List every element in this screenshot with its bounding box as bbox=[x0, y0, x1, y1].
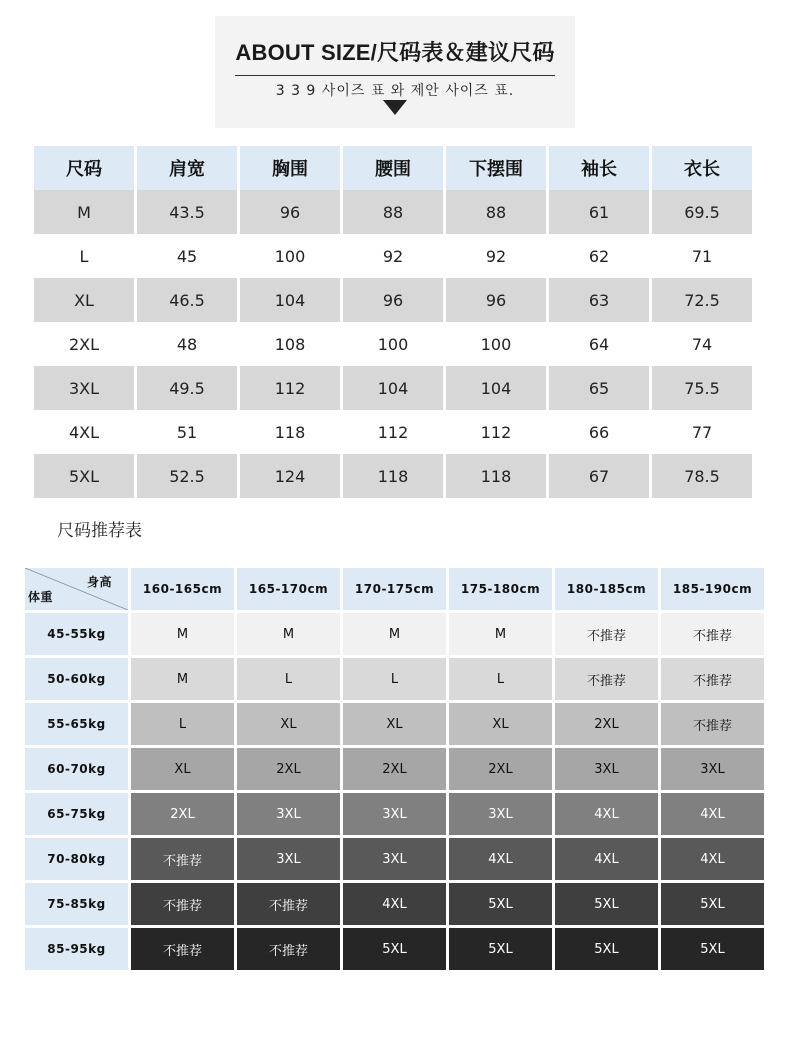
table-row bbox=[25, 703, 764, 745]
size-chart-table bbox=[31, 146, 755, 498]
recommend-cell: 2XL bbox=[449, 748, 552, 790]
size-table-cell: 74 bbox=[691, 334, 713, 354]
recommend-cell: 3XL bbox=[343, 838, 446, 880]
weight-row-header: 55-65kg bbox=[25, 703, 128, 745]
size-table-cell: 3XL bbox=[34, 366, 134, 410]
size-table-cell: 46.5 bbox=[137, 278, 237, 322]
weight-row-header: 85-95kg bbox=[25, 928, 128, 970]
recommend-cell: 不推荐 bbox=[661, 703, 764, 745]
size-table-cell: 67 bbox=[549, 454, 649, 498]
table-row bbox=[34, 410, 752, 454]
size-table-cell: 92 bbox=[382, 246, 404, 266]
size-table-cell: 45 bbox=[176, 246, 198, 266]
recommend-cell: 5XL bbox=[661, 928, 764, 970]
recommend-cell: 4XL bbox=[555, 793, 658, 835]
size-table-cell: 96 bbox=[240, 190, 340, 234]
size-table-cell: 112 bbox=[480, 422, 512, 442]
recommend-cell: 2XL bbox=[237, 748, 340, 790]
down-triangle-icon bbox=[383, 100, 407, 115]
size-table-cell: 124 bbox=[240, 454, 340, 498]
size-table-header-cell: 胸围 bbox=[240, 146, 340, 190]
recommend-cell: 不推荐 bbox=[237, 883, 340, 925]
size-table-cell: 62 bbox=[588, 246, 610, 266]
recommend-title: 尺码推荐表 bbox=[57, 521, 142, 541]
recommend-cell: M bbox=[131, 658, 234, 700]
weight-row-header: 50-60kg bbox=[25, 658, 128, 700]
table-row bbox=[34, 366, 752, 410]
recommend-cell: 5XL bbox=[555, 883, 658, 925]
size-table-cell: 88 bbox=[446, 190, 546, 234]
height-column-header: 160-165cm bbox=[131, 568, 234, 610]
recommend-cell: M bbox=[237, 613, 340, 655]
size-table-header-cell: 腰围 bbox=[343, 146, 443, 190]
table-row bbox=[34, 454, 752, 498]
recommend-cell: 5XL bbox=[343, 928, 446, 970]
size-table-cell: 104 bbox=[343, 366, 443, 410]
recommend-cell: 3XL bbox=[343, 793, 446, 835]
size-table-header-cell: 尺码 bbox=[34, 146, 134, 190]
size-table-cell: 96 bbox=[343, 278, 443, 322]
recommend-cell: M bbox=[343, 613, 446, 655]
recommend-cell: 不推荐 bbox=[131, 883, 234, 925]
size-table-cell: 100 bbox=[377, 334, 409, 354]
corner-weight-label: 体重 bbox=[28, 590, 54, 604]
recommend-cell: L bbox=[449, 658, 552, 700]
recommend-cell: 4XL bbox=[661, 793, 764, 835]
page-subtitle: 3 3 9 사이즈 표 와 제안 사이즈 표. bbox=[275, 83, 515, 99]
size-table-cell: 100 bbox=[274, 246, 306, 266]
recommend-cell: M bbox=[449, 613, 552, 655]
recommend-cell: 4XL bbox=[449, 838, 552, 880]
size-table-cell: 48 bbox=[176, 334, 198, 354]
recommend-header-row bbox=[25, 568, 764, 610]
recommend-cell: 不推荐 bbox=[237, 928, 340, 970]
table-row bbox=[25, 793, 764, 835]
size-table-cell: 118 bbox=[446, 454, 546, 498]
recommend-cell: 不推荐 bbox=[661, 613, 764, 655]
size-table-cell: 78.5 bbox=[652, 454, 752, 498]
recommend-cell: L bbox=[237, 658, 340, 700]
size-table-cell: 77 bbox=[691, 422, 713, 442]
recommend-cell: 2XL bbox=[131, 793, 234, 835]
recommend-cell: XL bbox=[131, 748, 234, 790]
table-row bbox=[34, 234, 752, 278]
recommend-cell: L bbox=[131, 703, 234, 745]
recommend-cell: 4XL bbox=[343, 883, 446, 925]
size-table-header-cell: 肩宽 bbox=[137, 146, 237, 190]
size-table-cell: 71 bbox=[691, 246, 713, 266]
recommend-cell: 不推荐 bbox=[131, 928, 234, 970]
recommend-cell: L bbox=[343, 658, 446, 700]
recommend-cell: XL bbox=[343, 703, 446, 745]
size-table-cell: 51 bbox=[176, 422, 198, 442]
size-table-header-cell: 下摆围 bbox=[446, 146, 546, 190]
size-table-cell: 104 bbox=[446, 366, 546, 410]
table-row bbox=[34, 190, 752, 234]
table-row bbox=[25, 883, 764, 925]
size-table-cell: 104 bbox=[240, 278, 340, 322]
recommend-cell: 不推荐 bbox=[555, 613, 658, 655]
weight-row-header: 45-55kg bbox=[25, 613, 128, 655]
size-table-cell: 5XL bbox=[34, 454, 134, 498]
recommend-cell: 3XL bbox=[237, 838, 340, 880]
size-table-cell: 64 bbox=[588, 334, 610, 354]
weight-row-header: 60-70kg bbox=[25, 748, 128, 790]
size-header-card bbox=[215, 16, 575, 128]
size-table-cell: 61 bbox=[549, 190, 649, 234]
size-table-cell: 118 bbox=[274, 422, 306, 442]
height-column-header: 170-175cm bbox=[343, 568, 446, 610]
size-table-cell: 92 bbox=[485, 246, 507, 266]
recommend-cell: 4XL bbox=[555, 838, 658, 880]
size-table-cell: 49.5 bbox=[137, 366, 237, 410]
table-row bbox=[25, 658, 764, 700]
size-table-cell: 118 bbox=[343, 454, 443, 498]
weight-row-header: 75-85kg bbox=[25, 883, 128, 925]
size-table-cell: 108 bbox=[274, 334, 306, 354]
weight-row-header: 65-75kg bbox=[25, 793, 128, 835]
height-column-header: 165-170cm bbox=[237, 568, 340, 610]
table-row bbox=[34, 322, 752, 366]
size-recommend-table bbox=[22, 565, 767, 973]
recommend-cell: 4XL bbox=[661, 838, 764, 880]
recommend-cell: XL bbox=[449, 703, 552, 745]
recommend-corner-cell bbox=[25, 568, 128, 610]
recommend-cell: 5XL bbox=[449, 883, 552, 925]
corner-height-label: 身高 bbox=[86, 575, 112, 589]
recommend-cell: 2XL bbox=[343, 748, 446, 790]
size-table-cell: 72.5 bbox=[652, 278, 752, 322]
height-column-header: 175-180cm bbox=[449, 568, 552, 610]
recommend-cell: 2XL bbox=[555, 703, 658, 745]
recommend-cell: 5XL bbox=[449, 928, 552, 970]
weight-row-header: 70-80kg bbox=[25, 838, 128, 880]
size-table-cell: 100 bbox=[480, 334, 512, 354]
height-column-header: 180-185cm bbox=[555, 568, 658, 610]
size-table-cell: 112 bbox=[377, 422, 409, 442]
size-table-cell: 43.5 bbox=[137, 190, 237, 234]
size-table-cell: M bbox=[34, 190, 134, 234]
size-table-cell: XL bbox=[34, 278, 134, 322]
recommend-cell: XL bbox=[237, 703, 340, 745]
size-table-header-cell: 衣长 bbox=[652, 146, 752, 190]
recommend-cell: 不推荐 bbox=[661, 658, 764, 700]
recommend-cell: 不推荐 bbox=[555, 658, 658, 700]
size-table-cell: 4XL bbox=[68, 422, 100, 442]
size-table-cell: 96 bbox=[446, 278, 546, 322]
title-divider bbox=[235, 75, 555, 76]
size-table-cell: 65 bbox=[549, 366, 649, 410]
size-table-header-cell: 袖长 bbox=[549, 146, 649, 190]
recommend-cell: 不推荐 bbox=[131, 838, 234, 880]
size-table-cell: L bbox=[79, 246, 89, 266]
recommend-cell: M bbox=[131, 613, 234, 655]
size-table-cell: 69.5 bbox=[652, 190, 752, 234]
size-table-cell: 66 bbox=[588, 422, 610, 442]
recommend-cell: 3XL bbox=[661, 748, 764, 790]
table-row bbox=[25, 748, 764, 790]
recommend-cell: 3XL bbox=[237, 793, 340, 835]
size-table-cell: 88 bbox=[343, 190, 443, 234]
recommend-cell: 3XL bbox=[555, 748, 658, 790]
table-row bbox=[25, 613, 764, 655]
table-row bbox=[25, 838, 764, 880]
size-table-header-row bbox=[34, 146, 752, 190]
table-row bbox=[25, 928, 764, 970]
recommend-cell: 5XL bbox=[555, 928, 658, 970]
size-table-cell: 2XL bbox=[68, 334, 100, 354]
size-table-cell: 52.5 bbox=[137, 454, 237, 498]
table-row bbox=[34, 278, 752, 322]
size-table-cell: 112 bbox=[240, 366, 340, 410]
height-column-header: 185-190cm bbox=[661, 568, 764, 610]
size-table-cell: 63 bbox=[549, 278, 649, 322]
page-title: ABOUT SIZE/尺码表＆建议尺码 bbox=[235, 40, 555, 65]
recommend-cell: 3XL bbox=[449, 793, 552, 835]
recommend-cell: 5XL bbox=[661, 883, 764, 925]
size-table-cell: 75.5 bbox=[652, 366, 752, 410]
